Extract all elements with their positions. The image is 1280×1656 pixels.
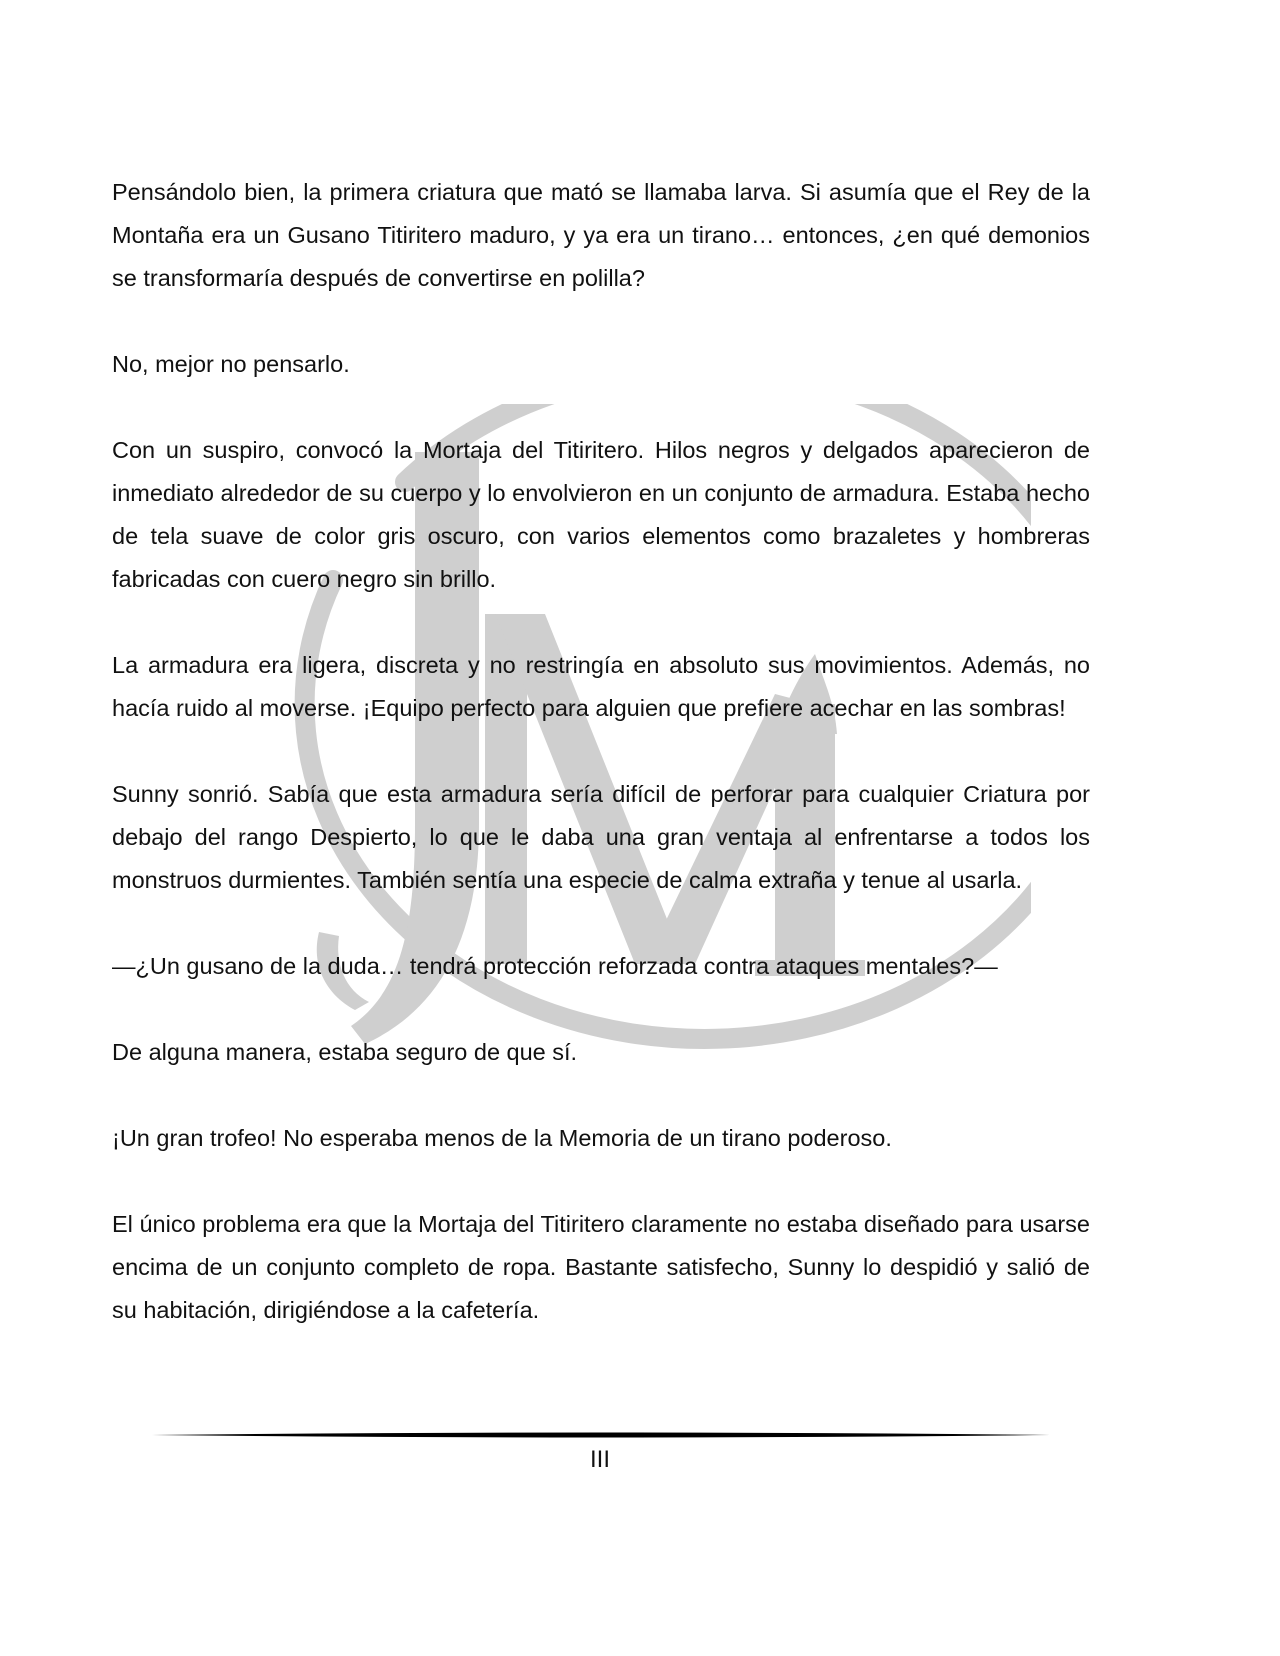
paragraph: Pensándolo bien, la primera criatura que mató se llamaba larva. Si asumía que el Rey de la Montaña era un Gusano Titiritero maduro, y ya era un tirano… entonces, ¿en qué demonios se transformaría después de convertirse en polilla? xyxy=(112,179,1090,291)
paragraph: El único problema era que la Mortaja del Titiritero claramente no estaba diseñado para usarse encima de un conjunto completo de ropa. Bastante satisfecho, Sunny lo despidió y salió de su habitación, dirigiéndose a la cafetería. xyxy=(112,1211,1090,1323)
chapter-text xyxy=(112,171,1090,1332)
paragraph: —¿Un gusano de la duda… tendrá protección reforzada contra ataques mentales?— xyxy=(112,953,998,979)
page-number: III xyxy=(589,1446,610,1473)
footer-divider xyxy=(152,1430,1050,1440)
paragraph: De alguna manera, estaba seguro de que sí. xyxy=(112,1039,578,1065)
paragraph: Con un suspiro, convocó la Mortaja del Titiritero. Hilos negros y delgados aparecieron de inmediato alrededor de su cuerpo y lo envolvieron en un conjunto de armadura. Estaba hecho de tela suave de color gris oscuro, con varios elementos como brazaletes y hombreras fabricadas con cuero negro sin brillo. xyxy=(112,437,1090,592)
paragraph: La armadura era ligera, discreta y no restringía en absoluto sus movimientos. Además, no hacía ruido al moverse. ¡Equipo perfecto para alguien que prefiere acechar en las sombras! xyxy=(112,652,1090,721)
paragraph: No, mejor no pensarlo. xyxy=(112,351,350,377)
paragraph: Sunny sonrió. Sabía que esta armadura sería difícil de perforar para cualquier Criatura por debajo del rango Despierto, lo que le daba una gran ventaja al enfrentarse a todos los monstruos durmientes. También sentía una especie de calma extraña y tenue al usarla. xyxy=(112,781,1090,893)
paragraph: ¡Un gran trofeo! No esperaba menos de la Memoria de un tirano poderoso. xyxy=(112,1125,892,1151)
